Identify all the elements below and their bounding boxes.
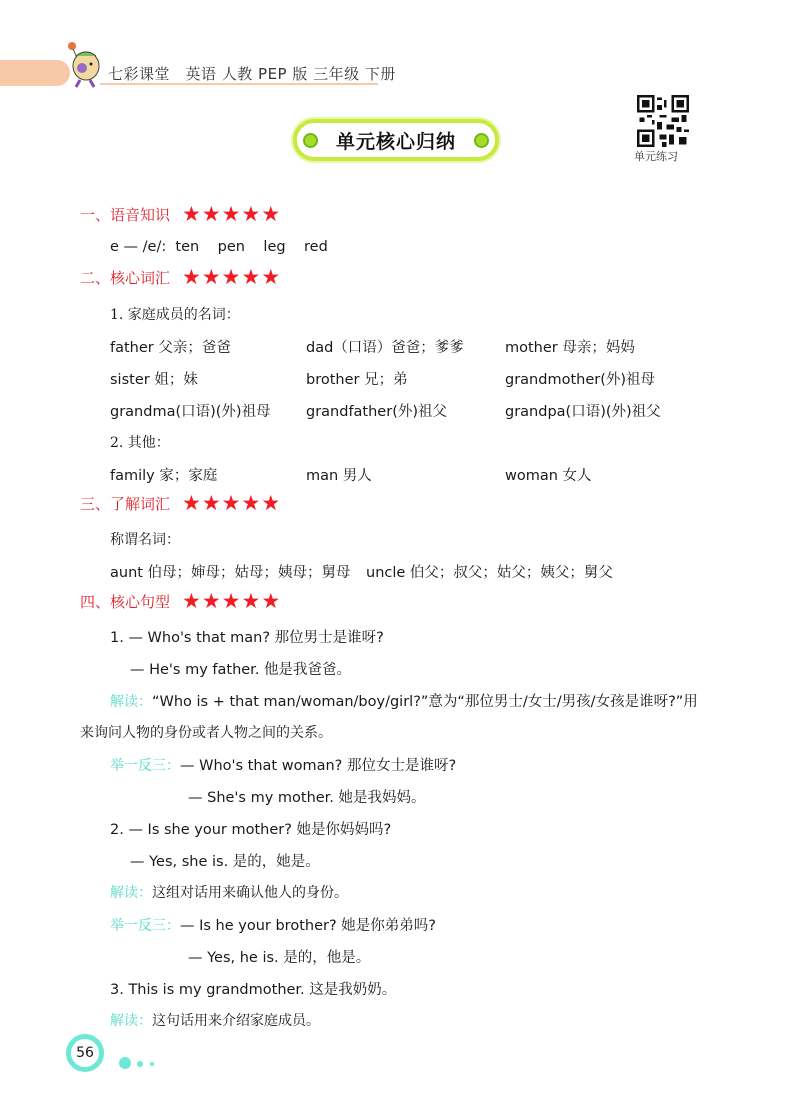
note-text: 这组对话用来确认他人的身份。	[152, 885, 348, 901]
section-heading-extra-vocab	[80, 493, 281, 514]
sentence-2-note	[110, 882, 348, 902]
phonics-line: e — /e/: ten pen leg red	[110, 239, 328, 255]
book-series-title: 七彩课堂 英语 人教 PEP 版 三年级 下册	[108, 65, 396, 83]
vocab-item: grandmother(外)祖母	[505, 372, 656, 388]
section-title: 一、语音知识	[80, 206, 171, 224]
vocab-item: grandfather(外)祖父	[306, 404, 448, 420]
sentence-1-answer: — He's my father. 他是我爸爸。	[130, 662, 352, 678]
decorative-dot-icon	[137, 1061, 143, 1067]
subheading-other: 2. 其他：	[110, 435, 170, 451]
vocab-item-uncle: uncle 伯父；叔父；姑父；姨父；舅父	[366, 565, 613, 581]
vocab-item: grandma(口语)(外)祖母	[110, 404, 271, 420]
page-number: 56	[76, 1045, 94, 1061]
vocab-item-aunt: aunt 伯母；婶母；姑母；姨母；舅母	[110, 565, 351, 581]
qr-caption: 单元练习	[634, 150, 678, 163]
example-text: — Is he your brother? 她是你弟弟吗?	[180, 918, 436, 934]
vocab-item: dad（口语）爸爸；爹爹	[306, 340, 464, 356]
unit-summary-title	[293, 119, 499, 161]
note-text: “Who is + that man/woman/boy/girl?”意为“那位男士/女士/男孩/女孩是谁呀?”用	[152, 694, 698, 710]
sentence-1-question: 1. — Who's that man? 那位男士是谁呀?	[110, 630, 384, 646]
note-text: 这句话用来介绍家庭成员。	[152, 1013, 320, 1029]
page-number-badge	[66, 1034, 104, 1072]
title-text: 单元核心归纳	[335, 130, 456, 153]
sentence-1-note	[110, 690, 698, 711]
vocab-item: family 家；家庭	[110, 468, 218, 484]
section-heading-core-sentences	[80, 591, 281, 612]
five-star-rating-icon: ★★★★★	[182, 491, 282, 515]
qr-code-icon[interactable]	[637, 95, 689, 147]
mascot-icon	[58, 40, 108, 90]
sentence-2-question: 2. — Is she your mother? 她是你妈妈吗?	[110, 822, 392, 838]
vocab-item: grandpa(口语)(外)祖父	[505, 404, 661, 420]
sentence-3-note	[110, 1010, 320, 1030]
vocab-item: mother 母亲；妈妈	[505, 340, 635, 356]
vocab-item: father 父亲；爸爸	[110, 340, 231, 356]
sentence-2-example-a: — Yes, he is. 是的，他是。	[188, 950, 371, 966]
section-heading-phonics	[80, 204, 281, 225]
vocab-item: sister 姐；妹	[110, 372, 198, 388]
five-star-rating-icon: ★★★★★	[182, 202, 282, 226]
example-text: — Who's that woman? 那位女士是谁呀?	[180, 758, 457, 774]
sentence-1-example-q	[110, 754, 456, 775]
five-star-rating-icon: ★★★★★	[182, 589, 282, 613]
example-label: 举一反三：	[110, 758, 180, 774]
five-star-rating-icon: ★★★★★	[182, 265, 282, 289]
explanation-label: 解读：	[110, 1013, 152, 1029]
explanation-label: 解读：	[110, 694, 152, 710]
green-dot-icon	[474, 133, 489, 148]
vocab-item: man 男人	[306, 468, 372, 484]
explanation-label: 解读：	[110, 885, 152, 901]
sentence-3: 3. This is my grandmother. 这是我奶奶。	[110, 982, 397, 998]
decorative-dot-icon	[150, 1062, 154, 1066]
decorative-dot-icon	[119, 1057, 131, 1069]
sentence-2-example-q	[110, 914, 436, 935]
sentence-1-example-a: — She's my mother. 她是我妈妈。	[188, 790, 426, 806]
vocab-item: brother 兄；弟	[306, 372, 408, 388]
vocab-item: woman 女人	[505, 468, 592, 484]
section-title: 二、核心词汇	[80, 269, 171, 287]
sentence-2-answer: — Yes, she is. 是的，她是。	[130, 854, 320, 870]
subheading-family-nouns: 1. 家庭成员的名词：	[110, 307, 240, 323]
section-title: 四、核心句型	[80, 593, 171, 611]
subheading-kinship-terms: 称谓名词：	[110, 532, 180, 548]
green-dot-icon	[303, 133, 318, 148]
section-heading-core-vocab	[80, 267, 281, 288]
sentence-1-note-cont: 来询问人物的身份或者人物之间的关系。	[80, 725, 332, 741]
example-label: 举一反三：	[110, 918, 180, 934]
section-title: 三、了解词汇	[80, 495, 171, 513]
